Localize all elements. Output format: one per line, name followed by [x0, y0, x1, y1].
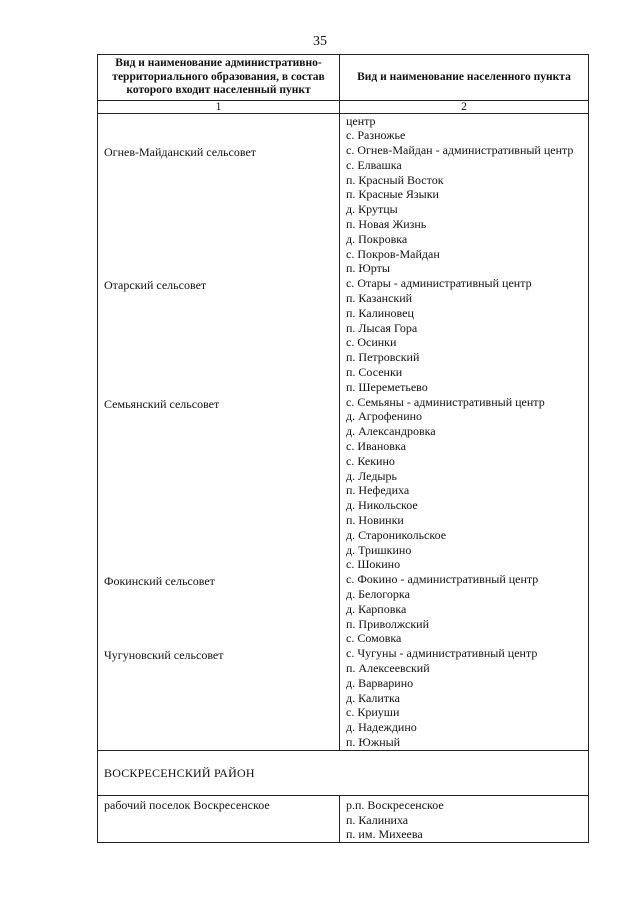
settlement-item: с. Семьяны - административный центр — [346, 394, 545, 409]
unit-name: рабочий поселок Воскресенское — [104, 797, 270, 812]
sovet-name: Отарский сельсовет — [104, 278, 207, 293]
settlement-item: п. Лысая Гора — [346, 320, 418, 335]
settlement-item: д. Агрофенино — [346, 409, 423, 424]
settlement-item: с. Елвашка — [346, 157, 402, 172]
column-number-1: 1 — [98, 100, 340, 113]
district-name: ВОСКРЕСЕНСКИЙ РАЙОН — [98, 750, 589, 795]
settlement-item: с. Огнев-Майдан - административный центр — [346, 143, 574, 158]
settlement-item: с. Фокино - административный центр — [346, 572, 539, 587]
header-col2: Вид и наименование населенного пункта — [340, 55, 589, 101]
sovet-name: Фокинский сельсовет — [104, 574, 215, 589]
table-header-row — [98, 55, 589, 101]
table-row — [98, 795, 589, 842]
settlement-item: д. Карповка — [346, 601, 407, 616]
sovet-name: Чугуновский сельсовет — [104, 648, 224, 663]
settlement-item: д. Белогорка — [346, 587, 410, 601]
settlement-item: р.п. Воскресенское — [346, 797, 444, 812]
table-row — [98, 113, 589, 750]
settlement-item: с. Осинки — [346, 335, 397, 350]
settlement-item: д. Никольское — [346, 498, 418, 513]
page-number: 35 — [313, 34, 327, 49]
settlement-item: п. Красные Языки — [346, 187, 439, 202]
sovets-cell — [98, 113, 340, 750]
settlement-item: с. Сомовка — [346, 631, 402, 646]
settlement-item: д. Тришкино — [346, 542, 412, 557]
settlement-item: д. Ледырь — [346, 468, 397, 483]
settlement-item: д. Крутцы — [346, 202, 398, 217]
district-row — [98, 750, 589, 795]
settlement-item: д. Покровка — [346, 231, 408, 246]
settlement-item: д. Варварино — [346, 675, 414, 690]
settlements-cell — [340, 113, 589, 750]
settlement-item: п. Казанский — [346, 291, 413, 306]
settlement-item: с. Чугуны - административный центр — [346, 646, 538, 661]
settlement-item: п. Новая Жизнь — [346, 217, 427, 232]
settlement-item: с. Покров-Майдан — [346, 246, 440, 261]
settlement-item: п. Приволжский — [346, 616, 429, 631]
settlement-item: п. Шереметьево — [346, 379, 428, 394]
settlement-item: с. Разножье — [346, 128, 406, 143]
settlements-table — [97, 54, 589, 843]
settlement-item: п. Южный — [346, 734, 401, 749]
column-number-row — [98, 100, 589, 113]
settlement-item: п. Сосенки — [346, 365, 403, 380]
settlement-item: с. Отары - административный центр — [346, 276, 532, 291]
settlement-item: п. им. Михеева — [346, 827, 423, 842]
settlement-item: п. Нефедиха — [346, 483, 410, 498]
settlement-item: д. Александровка — [346, 424, 436, 439]
settlement-item: д. Калитка — [346, 690, 401, 705]
settlement-item: п. Калиниха — [346, 812, 409, 827]
settlement-item: п. Юрты — [346, 261, 390, 276]
settlement-item: с. Кекино — [346, 453, 395, 468]
settlements-cell — [340, 795, 589, 842]
header-col1: Вид и наименование административно-территориального образования, в состав которого входит населенный пункт — [98, 55, 340, 101]
settlement-item: д. Надеждино — [346, 720, 417, 735]
unit-cell — [98, 795, 340, 842]
settlement-item: п. Петровский — [346, 350, 420, 365]
sovet-name: Огнев-Майданский сельсовет — [104, 145, 257, 160]
settlement-item: с. Криуши — [346, 705, 400, 720]
settlement-item: п. Новинки — [346, 513, 404, 528]
settlement-item: п. Красный Восток — [346, 172, 444, 187]
settlement-item: д. Староникольское — [346, 527, 447, 542]
settlement-item: п. Алексеевский — [346, 660, 430, 675]
settlement-item: с. Шокино — [346, 557, 401, 572]
settlement-item: с. Ивановка — [346, 439, 406, 454]
sovet-name: Семьянский сельсовет — [104, 396, 220, 411]
settlement-item: п. Калиновец — [346, 305, 414, 320]
settlement-item: центр — [346, 113, 376, 128]
column-number-2: 2 — [340, 100, 589, 113]
